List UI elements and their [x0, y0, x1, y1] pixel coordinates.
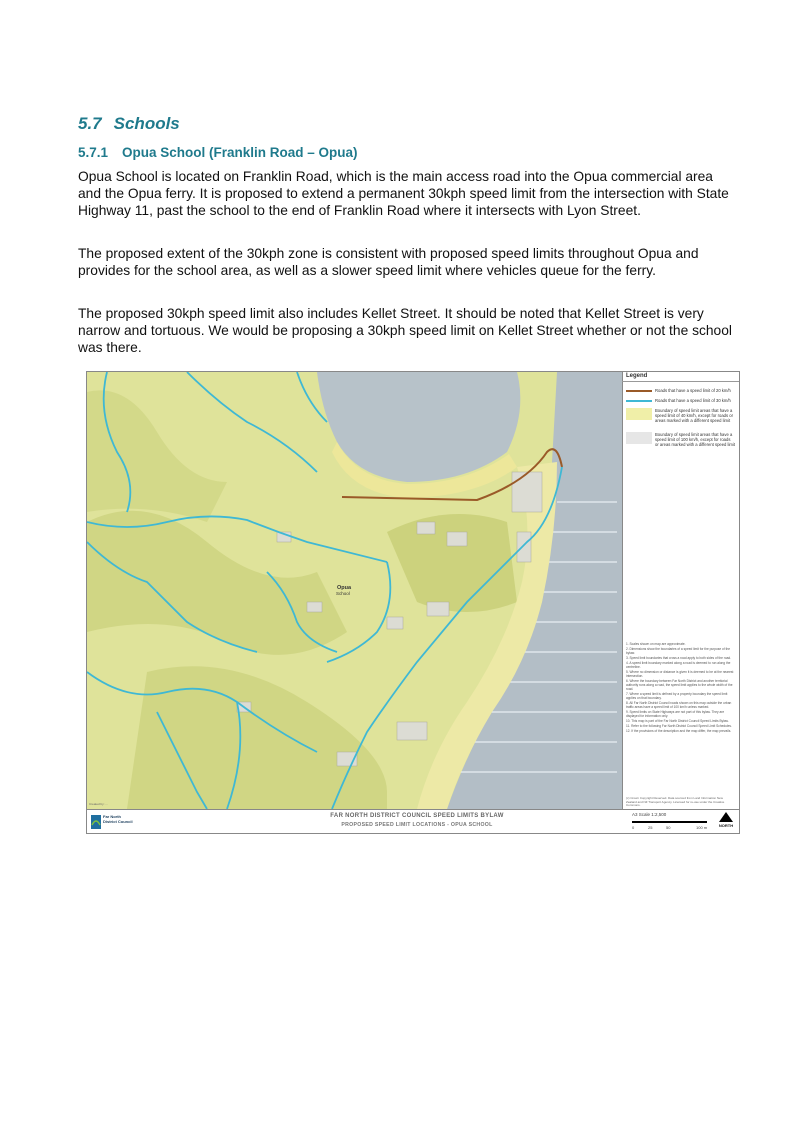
subsection-heading — [78, 145, 358, 160]
legend-note: 7. Where a speed limit is defined by a property boundary the speed limit applies on that boundary. — [626, 692, 728, 700]
legend-label-20kmh: Roads that have a speed limit of 20 km/h — [655, 388, 731, 393]
legend-swatch-100kmh — [626, 432, 652, 444]
legend-note: 4. A speed limit boundary marked along a road is deemed to run along the centreline. — [626, 661, 731, 669]
map-subtitle: PROPOSED SPEED LIMIT LOCATIONS - OPUA SCHOOL — [341, 822, 493, 828]
paragraph-2: The proposed extent of the 30kph zone is consistent with proposed speed limits throughout Opua and provides for the school area, as well as a slower speed limit where vehicles queue for the ferry. — [78, 246, 699, 278]
logo-text-2: District Council — [103, 818, 133, 824]
legend-note: 1. Scales shown on map are approximate. — [626, 642, 686, 646]
logo-text-1: Far North — [103, 814, 121, 819]
legend-copyright: (c) Crown Copyright Reserved. Data sourced from Land Information New Zealand and NZ Transport Agency. Licensed for re-use under the Creative Commons. — [626, 796, 725, 807]
subsection-title: Opua School (Franklin Road – Opua) — [122, 145, 358, 160]
legend-label-40kmh: Boundary of speed limit areas that have a speed limit of 40 km/h, except for roads or areas marked with a different speed limit — [655, 408, 733, 423]
legend-note: 9. Speed limits on State Highways are not part of this bylaw. They are displayed for information only. — [626, 710, 725, 718]
paragraph-3: The proposed 30kph speed limit also includes Kellet Street. It should be noted that Kellet Street is very narrow and tortuous. We would be proposing a 30kph speed limit on Kellet Street whether or not the school was there. — [78, 306, 732, 355]
school-label-line1: Opua — [337, 585, 352, 591]
section-heading — [78, 114, 180, 134]
school-label-line2: School — [336, 591, 350, 596]
council-logo-icon — [91, 815, 101, 829]
legend-panel — [622, 372, 739, 809]
legend-note: 5. Where no dimension or distance is given it is deemed to be at the nearest intersection. — [626, 670, 734, 678]
map-canvas — [87, 372, 622, 809]
section-title: Schools — [113, 114, 180, 133]
legend-note: 6. Where the boundary between Far North District and another territorial authority runs along a road, the speed limit applies to the whole width of the road. — [626, 679, 733, 691]
legend-note: 12. If the provisions of the description and the map differ, the map prevails. — [626, 729, 732, 733]
legend-note: 3. Speed limit boundaries that cross a road apply to both sides of the road. — [626, 656, 732, 660]
legend-label-100kmh: Boundary of speed limit areas that have a speed limit of 100 km/h, except for roads or areas marked with a different speed limit — [655, 432, 735, 447]
legend-label-30kmh: Roads that have a speed limit of 30 km/h — [655, 398, 731, 403]
north-arrow-icon — [719, 812, 733, 822]
legend-title: Legend — [622, 372, 739, 382]
scale-tick: 50 — [666, 825, 671, 830]
map-titlebar — [87, 809, 739, 834]
scale-block — [632, 812, 712, 830]
scale-bar — [632, 821, 707, 823]
legend-swatch-40kmh — [626, 408, 652, 420]
scale-tick: 100 m — [696, 825, 708, 830]
legend-swatch-20kmh — [626, 390, 652, 392]
legend-note: 8. All Far North District Council roads shown on this map outside the urban traffic areas have a speed limit of 100 km/h unless marked. — [626, 701, 732, 709]
map-area — [87, 372, 623, 809]
map-credit: Created by: ... — [89, 802, 108, 806]
council-logo — [91, 813, 135, 831]
subsection-number: 5.7.1 — [78, 145, 109, 160]
legend-notes — [626, 642, 734, 734]
legend-note: 11. Refer to the following Far North District Council Speed Limit Schedules. — [626, 724, 732, 728]
legend-note: 2. Dimensions show the boundaries of a speed limit for the purpose of the bylaw. — [626, 647, 731, 655]
north-label: NORTH — [718, 823, 734, 828]
legend-swatch-30kmh — [626, 400, 652, 402]
north-arrow — [715, 812, 737, 828]
legend-note: 10. This map is part of the Far North District Council Speed Limits Bylaw. — [626, 719, 729, 723]
speed-limit-map-figure — [86, 371, 740, 834]
scale-tick: 25 — [648, 825, 653, 830]
paragraph-1: Opua School is located on Franklin Road, which is the main access road into the Opua commercial area and the Opua ferry. It is proposed to extend a permanent 30kph speed limit from the intersection with State Highway 11, past the school to the end of Franklin Road where it intersects with Lyon Street. — [78, 169, 729, 218]
scale-tick: 0 — [632, 825, 635, 830]
scale-text: A3 Scale 1:2,500 — [632, 812, 667, 817]
section-number: 5.7 — [78, 114, 102, 133]
map-title: FAR NORTH DISTRICT COUNCIL SPEED LIMITS BYLAW — [330, 813, 504, 819]
